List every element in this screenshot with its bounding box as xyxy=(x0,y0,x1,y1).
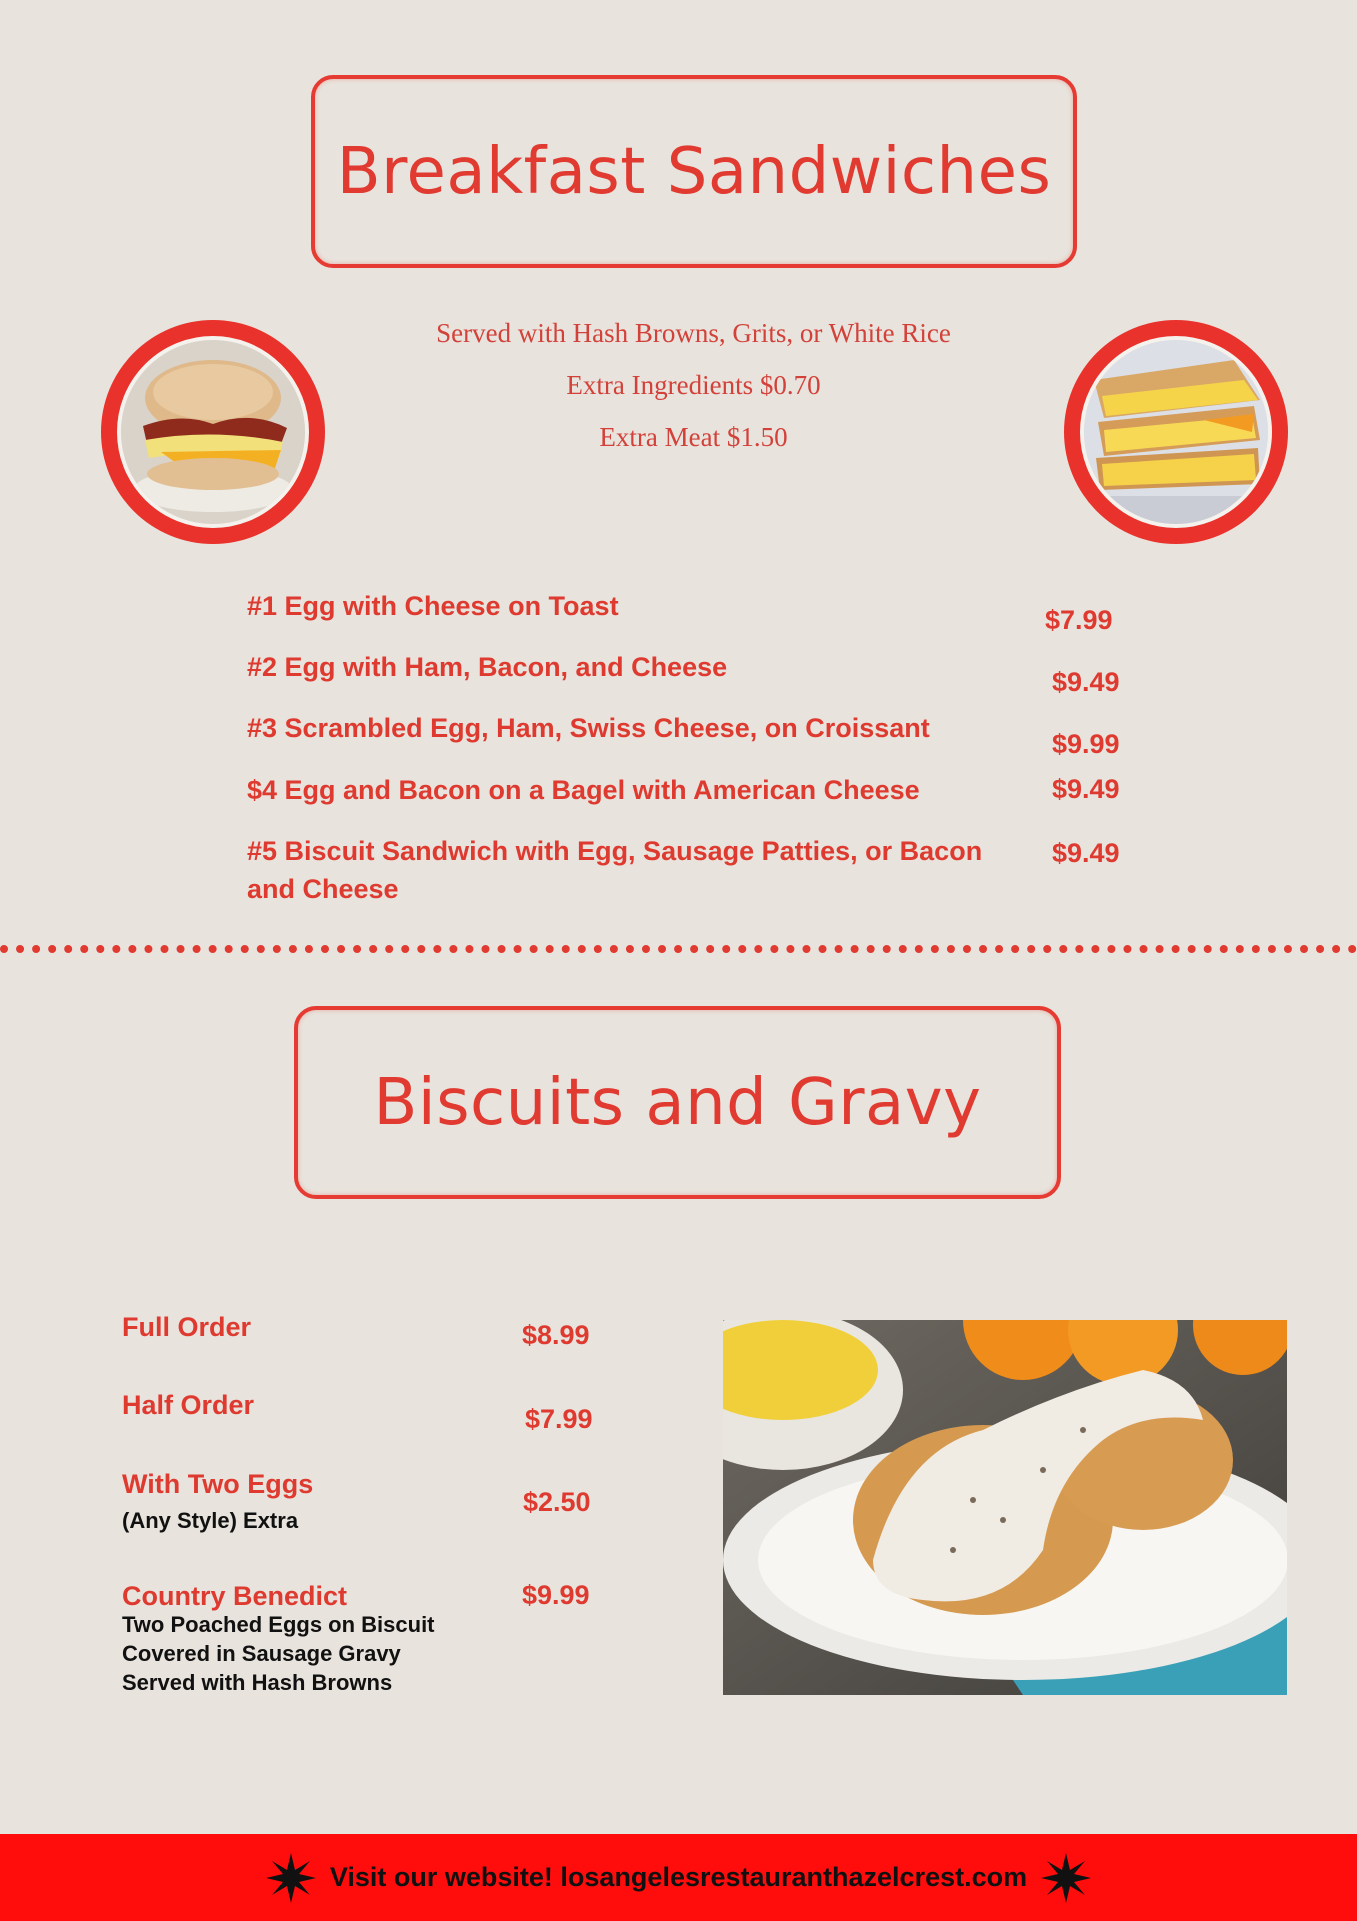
biscuits-gravy-photo xyxy=(723,1320,1287,1695)
starburst-icon xyxy=(1041,1853,1091,1903)
biscuits-item-full-price: $8.99 xyxy=(522,1320,590,1350)
biscuits-item-eggs-desc: (Any Style) Extra xyxy=(122,1508,299,1533)
breakfast-note-extra-ingredients: Extra Ingredients $0.70 xyxy=(566,370,821,400)
biscuits-title: Biscuits and Gravy xyxy=(373,1065,982,1140)
breakfast-item-5-name: #5 Biscuit Sandwich with Egg, Sausage Patties, or Bacon and Cheese xyxy=(247,836,983,904)
breakfast-item-1-name: #1 Egg with Cheese on Toast xyxy=(247,591,619,621)
muffin-sandwich-photo xyxy=(117,336,309,528)
biscuits-item-full-name: Full Order xyxy=(122,1312,252,1342)
breakfast-item-3-name: #3 Scrambled Egg, Ham, Swiss Cheese, on Croissant xyxy=(247,713,930,743)
biscuits-item-half-name: Half Order xyxy=(122,1390,255,1420)
breakfast-note-extra-meat: Extra Meat $1.50 xyxy=(599,422,788,452)
breakfast-item-2-name: #2 Egg with Ham, Bacon, and Cheese xyxy=(247,652,728,682)
footer-website-text: Visit our website! losangelesrestauranthazelcrest.com xyxy=(329,1862,1028,1892)
breakfast-title: Breakfast Sandwiches xyxy=(336,134,1052,209)
biscuits-title-box xyxy=(294,1006,1061,1199)
biscuits-item-benedict-desc-2: Covered in Sausage Gravy xyxy=(122,1641,401,1666)
biscuits-item-eggs-price: $2.50 xyxy=(523,1487,591,1517)
biscuits-item-benedict-name: Country Benedict xyxy=(122,1581,348,1611)
biscuits-item-benedict-desc-3: Served with Hash Browns xyxy=(122,1670,393,1695)
footer-banner xyxy=(0,1834,1357,1921)
egg-toast-photo xyxy=(1080,336,1272,528)
biscuits-item-benedict-price: $9.99 xyxy=(522,1580,590,1610)
egg-toast-photo-frame xyxy=(1064,320,1288,544)
biscuits-item-eggs-name: With Two Eggs xyxy=(122,1469,314,1499)
breakfast-item-3-price: $9.99 xyxy=(1052,729,1120,759)
breakfast-item-1-price: $7.99 xyxy=(1045,605,1113,635)
muffin-sandwich-photo-frame xyxy=(101,320,325,544)
breakfast-item-2-price: $9.49 xyxy=(1052,667,1120,697)
breakfast-title-box xyxy=(311,75,1077,268)
breakfast-note-sides: Served with Hash Browns, Grits, or White Rice xyxy=(436,318,951,348)
biscuits-item-benedict-desc-1: Two Poached Eggs on Biscuit xyxy=(122,1612,435,1637)
breakfast-item-5-price: $9.49 xyxy=(1052,838,1120,868)
starburst-icon xyxy=(266,1853,316,1903)
section-divider xyxy=(0,945,1357,953)
biscuits-item-half-price: $7.99 xyxy=(525,1404,593,1434)
breakfast-item-4-name: $4 Egg and Bacon on a Bagel with American Cheese xyxy=(247,775,920,805)
breakfast-item-4-price: $9.49 xyxy=(1052,774,1120,804)
